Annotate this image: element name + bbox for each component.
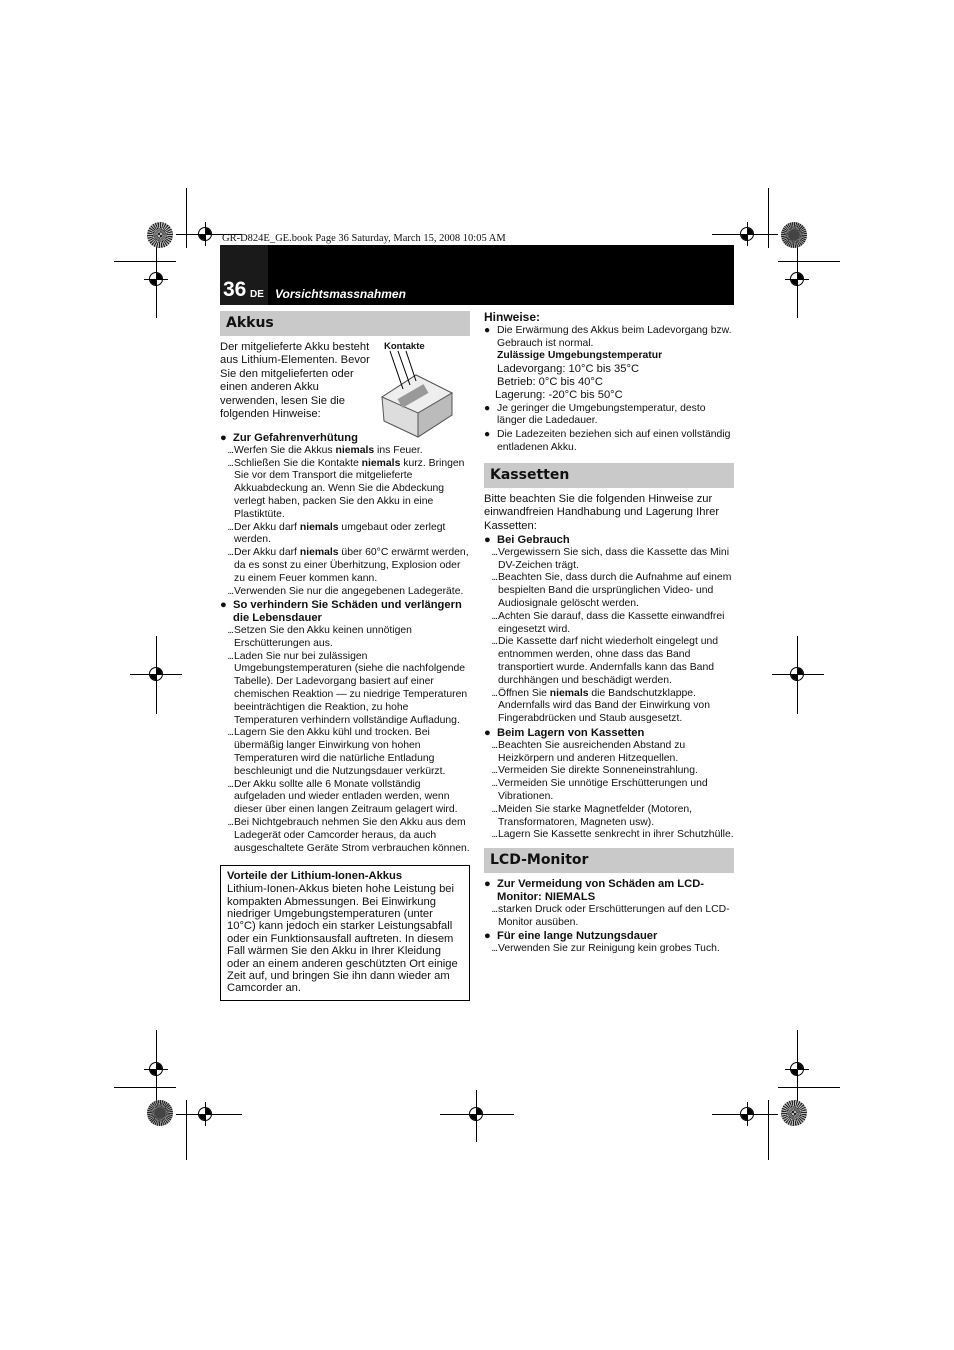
list-item: ... Werfen Sie die Akkus niemals ins Feuer. <box>227 444 423 456</box>
registration-mark <box>149 1062 163 1076</box>
section-heading-akkus: Akkus <box>220 311 470 336</box>
crop-mark <box>114 261 176 262</box>
list-item: ... Lagern Sie den Akku kühl und trocken. Bei übermäßig langer Einwirkung von hohen Temperaturen wird die natürliche Entladung beschleunigt und die Nutzungsdauer verkürzt. <box>227 727 446 777</box>
temp-operation: Betrieb: 0°C bis 40°C <box>497 375 603 388</box>
list-item: ... Vermeiden Sie unnötige Erschütterungen und Vibrationen. <box>491 778 708 802</box>
list-item: ... Vermeiden Sie direkte Sonneneinstrahlung. <box>491 765 698 777</box>
list-item: ... Beachten Sie ausreichenden Abstand zu Heizkörpern und anderen Hitzequellen. <box>491 739 686 764</box>
crop-mark <box>778 261 840 262</box>
crop-mark <box>768 1100 769 1160</box>
info-box-text: Lithium-Ionen-Akkus bieten hohe Leistung bei kompakten Abmessungen. Bei Einwirkung niedriger Umgebungstemperaturen (unter 10°C) kann jedoch ein starker Leistungsabfall oder ein Funktionsausfall auftreten. In diesem Fall wärmen Sie den Akku in Ihrer Kleidung oder an einem anderen geschützten Ort einige Zeit auf, und bringen Sie ihn dann wieder am Camcorder an. <box>227 883 458 995</box>
color-target <box>147 222 173 248</box>
emphasis: niemals <box>335 444 375 456</box>
color-target <box>781 1100 807 1126</box>
list-item: ... Öffnen Sie niemals die Bandschutzklappe. Andernfalls wird das Band der Einwirkung von Fingerabdrücken und Staub ausgesetzt. <box>491 687 710 725</box>
left-column <box>220 311 470 1001</box>
list-item: ... Die Kassette darf nicht wiederholt eingelegt und entnommen werden, ohne dass das Band transportiert wurde. Andernfalls kann das Band durchhängen und beschädigt werden. <box>491 636 719 686</box>
section-title: Vorsichtsmassnahmen <box>275 287 406 301</box>
registration-mark <box>790 1062 804 1076</box>
book-info: GR-D824E_GE.book Page 36 Saturday, March 15, 2008 10:05 AM <box>222 233 506 244</box>
list-item: ... Verwenden Sie nur die angegebenen Ladegeräte. <box>227 585 464 597</box>
figure-label: Kontakte <box>384 341 425 352</box>
registration-mark <box>149 272 163 286</box>
info-box <box>220 865 470 1000</box>
registration-mark <box>740 1107 754 1121</box>
color-target <box>147 1100 173 1126</box>
bullet-heading: ● Beim Lagern von Kassetten <box>484 726 645 739</box>
emphasis: niemals <box>299 547 339 559</box>
registration-mark <box>469 1107 483 1121</box>
kassetten-intro: Bitte beachten Sie die folgenden Hinweise zur einwandfreien Handhabung und Lagerung Ihrer Kassetten: <box>484 492 720 532</box>
emphasis: niemals <box>361 457 401 469</box>
list-item: ... Achten Sie darauf, dass die Kassette einwandfrei eingesetzt wird. <box>491 610 725 635</box>
temp-storage: Lagerung: -20°C bis 50°C <box>495 388 623 401</box>
hinweise-title: Hinweise: <box>484 310 541 324</box>
bullet-heading: ● So verhindern Sie Schäden und verlängern die Lebensdauer <box>220 599 462 625</box>
list-item: ... Vergewissern Sie sich, dass die Kassette das Mini DV-Zeichen trägt. <box>491 546 730 571</box>
bullet-heading: ● Für eine lange Nutzungsdauer <box>484 930 658 943</box>
registration-mark <box>198 1107 212 1121</box>
list-item: ... Der Akku darf niemals umgebaut oder zerlegt werden. <box>227 521 446 546</box>
list-item: ... Der Akku sollte alle 6 Monate vollständig aufgeladen und wieder entladen werden, wenn dieser über einen langen Zeitraum gelagert wird. <box>227 778 458 816</box>
list-item: ... Lagern Sie Kassette senkrecht in ihrer Schutzhülle. <box>491 829 734 841</box>
page-header <box>220 245 734 305</box>
list-item: ... Setzen Sie den Akku keinen unnötigen Erschütterungen aus. <box>227 624 412 649</box>
temp-charge: Ladevorgang: 10°C bis 35°C <box>497 363 640 376</box>
registration-mark <box>198 227 212 241</box>
temp-title: Zulässige Umgebungstemperatur <box>497 350 663 362</box>
emphasis: niemals <box>549 687 589 699</box>
note-item: ● Die Ladezeiten beziehen sich auf einen vollständig entladenen Akku. <box>484 429 731 453</box>
info-box-title: Vorteile der Lithium-Ionen-Akkus <box>227 870 403 883</box>
registration-mark <box>740 227 754 241</box>
color-target <box>781 222 807 248</box>
bullet-heading: ● Zur Vermeidung von Schäden am LCD-Monitor: NIEMALS <box>484 878 705 903</box>
akkus-intro: Der mitgelieferte Akku besteht aus Lithium-Elementen. Bevor Sie den mitgelieferten oder einen anderen Akku verwenden, lesen Sie die folgenden Hinweise: <box>220 341 370 421</box>
registration-mark <box>790 272 804 286</box>
crop-mark <box>114 1087 176 1088</box>
list-item: ... Bei Nichtgebrauch nehmen Sie den Akku aus dem Ladegerät oder Camcorder heraus, da auch ausgeschaltete Geräte Strom verbrauchen können. <box>227 816 470 854</box>
page-number: 36 <box>223 278 247 301</box>
language-code: DE <box>250 289 264 300</box>
list-item: ... Verwenden Sie zur Reinigung kein grobes Tuch. <box>491 943 720 955</box>
akkus-intro-row <box>220 341 470 431</box>
list-item: ... Der Akku darf niemals über 60°C erwärmt werden, da es sonst zu einer Überhitzung, Explosion oder zu einem Feuer kommen kann. <box>227 547 469 584</box>
crop-mark <box>186 188 187 248</box>
bullet-heading: ● Zur Gefahrenverhütung <box>220 432 358 444</box>
list-item: ... Beachten Sie, dass durch die Aufnahme auf einem bespielten Band die ursprünglichen Video- und Audiosignale gelöscht werden. <box>491 572 732 609</box>
section-heading-lcd: LCD-Monitor <box>484 848 734 873</box>
list-item: ... Schließen Sie die Kontakte niemals kurz. Bringen Sie vor dem Transport die mitgelieferte Akkuabdeckung an. Wenn Sie die Abdeckung verlegt haben, packen Sie den Akku in eine Plastiktüte. <box>227 457 465 520</box>
right-column <box>484 311 734 956</box>
battery-figure <box>370 341 470 431</box>
list-item: ... Meiden Sie starke Magnetfelder (Motoren, Transformatoren, Magneten usw). <box>491 803 693 828</box>
note-item: ● Die Erwärmung des Akkus beim Ladevorgang bzw. Gebrauch ist normal. <box>484 324 732 349</box>
bullet-heading: ● Bei Gebrauch <box>484 533 570 546</box>
section-heading-kassetten: Kassetten <box>484 463 734 488</box>
list-item: ... Laden Sie nur bei zulässigen Umgebungstemperaturen (siehe die nachfolgende Tabelle). Der Ladevorgang basiert auf einer chemischen Reaktion — zu niedrige Temperaturen beeinträchtigen die Reaktion, zu hohe Temperaturen verhindern vollständige Aufladung. <box>227 650 468 726</box>
note-item: ● Je geringer die Umgebungstemperatur, desto länger die Ladedauer. <box>484 402 706 427</box>
registration-mark <box>149 667 163 681</box>
crop-mark <box>768 188 769 248</box>
crop-mark <box>778 1087 840 1088</box>
registration-mark <box>790 667 804 681</box>
emphasis: niemals <box>299 521 339 533</box>
crop-mark <box>186 1100 187 1160</box>
battery-illustration <box>370 349 470 439</box>
list-item: ... starken Druck oder Erschütterungen auf den LCD-Monitor ausüben. <box>491 903 730 928</box>
